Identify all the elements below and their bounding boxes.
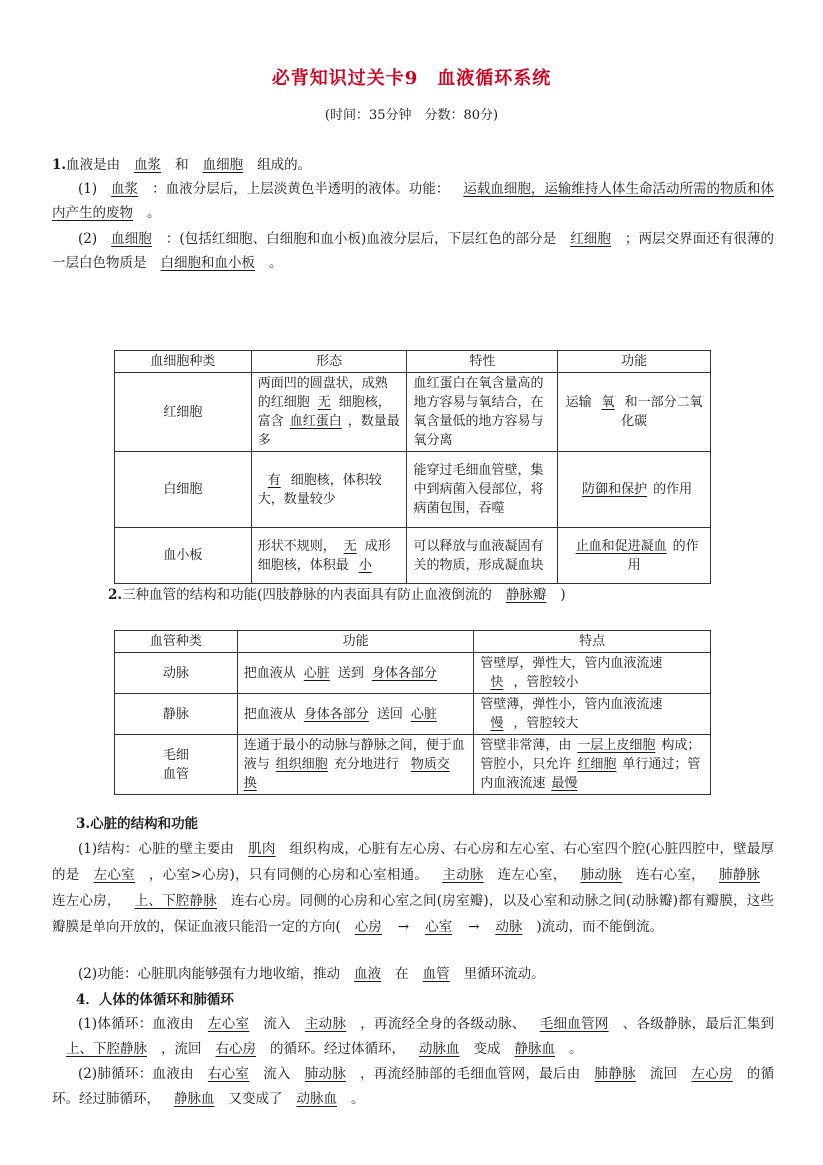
text: 的作用 [627,538,699,573]
answer-blank: 无 [317,395,331,410]
answer-blank: 静脉瓣 [505,587,547,603]
text: ) [560,587,566,603]
text: (2)肺循环：血液由 [78,1066,194,1082]
answer-blank: 止血和促进凝血 [575,538,667,554]
answer-blank: 肺静脉 [594,1066,636,1082]
text: 连左心室， [497,867,567,883]
table-header: 特点 [474,631,711,653]
table-row [115,653,711,694]
blood-vessel-table [114,630,711,795]
answer-blank: 心脏 [410,706,437,722]
answer-blank: 静脉血 [174,1091,215,1107]
text: ；两层交界面还有很薄的一层白色物质是 [52,231,775,271]
text: 毛细 [162,747,189,763]
text: (1)结构：心脏的壁主要由 [78,841,235,857]
answer-blank: 动脉 [495,919,523,935]
text: 血管 [162,766,189,782]
answer-blank: 左心室 [207,1016,250,1032]
answer-blank: 血细胞 [111,231,152,247]
arrow-icon: → [468,919,480,935]
text: (1) [78,181,98,197]
answer-blank: 组织细胞 [275,757,328,772]
text: ，流回 [161,1041,202,1057]
answer-blank: 血浆 [111,181,139,197]
text: 。 [351,1091,365,1107]
text: ，心室>心房)，只有同侧的心房和心室相通。 [148,867,429,883]
text: 组织构成，心脏有左心房、右心房和左心室、右心室四个腔(心脏四腔中，壁最厚的是 [52,841,775,883]
cell-trait: 血红蛋白在氧含量高的地方容易与氧结合，在氧含量低的地方容易与氧分离 [407,373,558,452]
section-3-part-1 [52,836,774,940]
text: 连右心室， [635,867,705,883]
answer-blank: 心脏 [303,665,330,681]
text: 管壁薄，弹性小，管内血液流速 [480,697,663,712]
cell-trait: 能穿过毛细血管壁，集中到病菌入侵部位，将病菌包围，吞噬 [407,452,558,528]
cell-function [558,373,711,452]
text: 送回 [376,706,403,722]
answer-blank: 上、下腔静脉 [66,1041,147,1057]
answer-blank: 心房 [354,919,382,935]
page-title: 必背知识过关卡9 血液循环系统 [271,68,552,89]
text: )流动，而不能倒流。 [536,919,664,935]
text: 血液是由 [66,157,121,173]
arrow-icon: → [397,919,410,935]
answer-blank: 血液 [354,966,382,982]
answer-blank: 肺动脉 [304,1066,347,1082]
text: 在 [395,966,409,982]
text: 运输 [565,395,592,410]
answer-blank: 血细胞 [202,157,244,173]
table-header: 功能 [558,351,711,373]
answer-blank: 主动脉 [304,1016,347,1032]
answer-blank: 物质交换 [243,757,450,791]
cell-type: 血小板 [115,528,252,584]
answer-blank: 血浆 [134,157,162,173]
cell-function [558,452,711,528]
answer-blank: 血管 [422,966,450,982]
vessel-type: 静脉 [115,694,238,735]
answer-blank: 主动脉 [442,867,484,883]
table-header: 血细胞种类 [115,351,252,373]
vessel-type: 动脉 [115,653,238,694]
answer-blank: 防御和保护 [582,482,648,497]
vessel-function [237,653,474,694]
answer-blank: 心室 [425,919,453,935]
answer-blank: 右心室 [207,1066,250,1082]
text: 连左心房， [52,893,121,909]
text: 、各级静脉，最后汇集到 [622,1016,775,1032]
answer-blank: 一层上皮细胞 [577,738,656,753]
cell-trait: 可以释放与血液凝固有关的物质，形成凝血块 [407,528,558,584]
section-3-part-2 [52,962,774,986]
text: ，管腔较大 [513,716,579,731]
cell-form [251,528,407,584]
text: ：(包括红细胞、白细胞和血小板)血液分层后，下层红色的部分是 [165,231,557,247]
text: 成形细胞核，体积最 [257,538,391,573]
text: 管壁厚，弹性大，管内血液流速 [480,656,663,671]
text: 充分地进行 [333,757,399,772]
text: 变成 [473,1041,501,1057]
answer-blank: 白细胞和血小板 [160,255,255,271]
section-number: 1. [52,157,67,173]
answer-blank: 红细胞 [577,757,617,772]
text: 流回 [649,1066,678,1082]
cell-function [558,528,711,584]
answer-blank: 运载血细胞，运输维持人体生命活动所需的物质和体内产生的废物 [52,181,775,221]
blood-cell-table [114,350,711,584]
text: 的循环。经过体循环， [270,1041,405,1057]
answer-blank: 无 [343,538,357,554]
vessel-feature [474,694,711,735]
table-row [115,694,711,735]
section-1-part-2 [52,227,774,275]
vessel-type [115,735,238,795]
vessel-function [237,694,474,735]
cell-type: 白细胞 [115,452,252,528]
cell-form [251,452,407,528]
text: 送到 [337,665,364,681]
text: ，管腔较小 [513,675,579,690]
text: 里循环流动。 [463,966,545,982]
text: 组成的。 [257,157,312,173]
section-4-heading: 4．人体的体循环和肺循环 [76,992,234,1008]
text: (2)功能：心脏肌肉能够强有力地收缩，推动 [78,966,341,982]
text: 。 [269,255,283,271]
answer-blank: 肺静脉 [718,867,761,883]
section-4-part-2 [52,1062,774,1112]
section-number: 2. [108,587,123,603]
answer-blank: 小 [358,557,372,573]
text: 的循环。经过肺循环， [52,1066,775,1107]
text: 细胞核，富含 [257,395,391,429]
answer-blank: 氧 [601,395,615,410]
text: ，再流经全身的各级动脉、 [360,1016,526,1032]
answer-blank: 快 [490,675,504,690]
text: ，数量最多 [257,414,400,448]
answer-blank: 最慢 [551,776,578,791]
table-header: 形态 [251,351,407,373]
text: 的作用 [653,482,693,497]
text: ：血液分层后，上层淡黄色半透明的液体。功能： [152,181,450,197]
table-header-row [115,631,711,653]
text: 细胞核，体积较大，数量较少 [257,472,382,507]
text: 连通于最小的动脉与静脉之间，便于血液与 [243,738,465,772]
section-2-intro [108,583,774,607]
text: 把血液从 [243,665,296,681]
text: 流入 [263,1016,291,1032]
answer-blank: 身体各部分 [371,665,437,681]
text: 连右心房。同侧的心房和心室之间(房室瓣)，以及心室和动脉之间(动脉瓣)都有瓣膜，这些瓣膜是单向开放的，保证血液只能沿一定的方向( [52,893,775,935]
section-3-heading: 3.心脏的结构和功能 [76,816,199,832]
text: 构成；管腔小，只允许 [480,738,701,772]
table-row [115,528,711,584]
table-header-row [115,351,711,373]
section-1-part-1 [52,177,774,225]
text: 。 [569,1041,583,1057]
answer-blank: 左心房 [691,1066,733,1082]
text: 流入 [263,1066,291,1082]
section-4-part-1 [52,1012,774,1062]
text: 和 [175,157,189,173]
text: ，再流经肺部的毛细血管网，最后由 [360,1066,581,1082]
answer-blank: 肺动脉 [580,867,622,883]
answer-blank: 右心房 [215,1041,256,1057]
answer-blank: 血红蛋白 [289,414,342,429]
text: (2) [78,231,98,247]
answer-blank: 有 [267,472,281,488]
vessel-feature [474,735,711,795]
cell-type: 红细胞 [115,373,252,452]
answer-blank: 肌肉 [248,841,276,857]
vessel-feature [474,653,711,694]
table-header: 特性 [407,351,558,373]
answer-blank: 左心室 [93,867,135,883]
text: (1)体循环：血液由 [78,1016,194,1032]
answer-blank: 慢 [490,716,504,731]
table-row [115,373,711,452]
text: 三种血管的结构和功能(四肢静脉的内表面具有防止血液倒流的 [122,587,492,603]
answer-blank: 毛细血管网 [539,1016,609,1032]
answer-blank: 静脉血 [514,1041,555,1057]
text: 单行通过；管内血液流速 [480,757,701,791]
cell-form [251,373,407,452]
answer-blank: 动脉血 [419,1041,460,1057]
table-row [115,452,711,528]
text: 又变成了 [228,1091,283,1107]
answer-blank: 红细胞 [570,231,611,247]
text: 和一部分二氧化碳 [621,395,703,429]
text: 形状不规则， [257,538,336,554]
answer-blank: 身体各部分 [303,706,369,722]
page-subtitle: (时间：35分钟 分数：80分) [324,108,499,123]
table-row [115,735,711,795]
text: 管壁非常薄，由 [480,738,572,753]
section-1-intro [52,153,774,177]
text: 。 [147,205,161,221]
table-header: 血管种类 [115,631,238,653]
text: 两面凹的圆盘状，成熟的红细胞 [257,376,388,410]
text: 把血液从 [243,706,296,722]
answer-blank: 上、下腔静脉 [134,893,217,909]
vessel-function [237,735,474,795]
answer-blank: 动脉血 [296,1091,337,1107]
table-header: 功能 [237,631,474,653]
